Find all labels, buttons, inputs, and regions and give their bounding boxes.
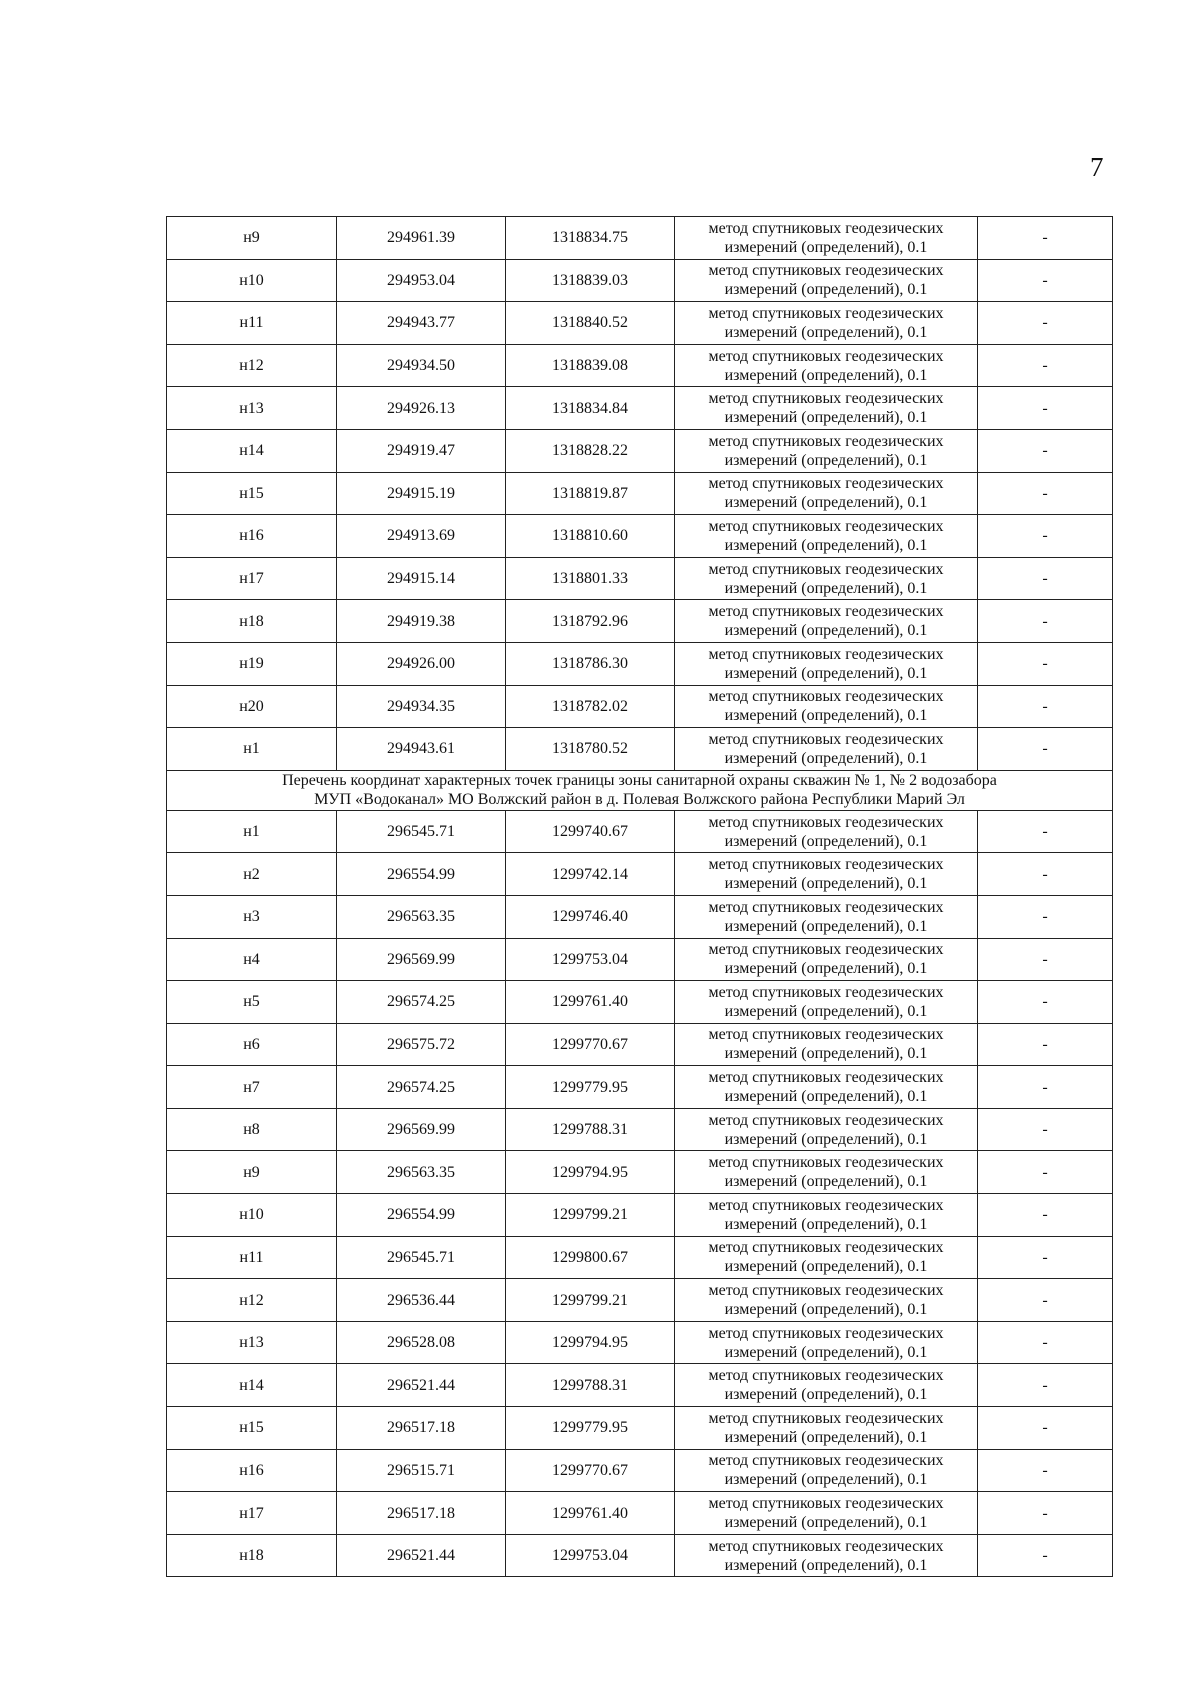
x-coordinate-cell: 296521.44 (337, 1364, 506, 1407)
table-row (167, 1449, 1113, 1492)
table-row (167, 217, 1113, 260)
method-cell (675, 1236, 978, 1279)
method-line1: метод спутниковых геодезических (708, 1154, 944, 1172)
note-cell: - (978, 217, 1113, 260)
point-name-cell: н13 (167, 1321, 337, 1364)
table-row (167, 1364, 1113, 1407)
point-name-cell: н16 (167, 515, 337, 558)
section-title-line2: МУП «Водоканал» МО Волжский район в д. Полевая Волжского района Республики Марий Эл (314, 791, 965, 809)
x-coordinate-cell: 296563.35 (337, 895, 506, 938)
method-line1: метод спутниковых геодезических (708, 1069, 944, 1087)
note-cell: - (978, 938, 1113, 981)
method-line2: измерений (определений), 0.1 (724, 1428, 928, 1446)
y-coordinate-cell: 1318801.33 (506, 557, 675, 600)
method-line1: метод спутниковых геодезических (708, 1495, 944, 1513)
method-cell (675, 429, 978, 472)
method-line2: измерений (определений), 0.1 (724, 1088, 928, 1106)
method-line2: измерений (определений), 0.1 (724, 1343, 928, 1361)
point-name-cell: н9 (167, 217, 337, 260)
y-coordinate-cell: 1299799.21 (506, 1194, 675, 1237)
y-coordinate-cell: 1299753.04 (506, 938, 675, 981)
y-coordinate-cell: 1318810.60 (506, 515, 675, 558)
method-line1: метод спутниковых геодезических (708, 941, 944, 959)
method-cell (675, 642, 978, 685)
table-row (167, 1236, 1113, 1279)
note-cell: - (978, 1023, 1113, 1066)
method-line1: метод спутниковых геодезических (708, 1111, 944, 1129)
y-coordinate-cell: 1299794.95 (506, 1151, 675, 1194)
method-line1: метод спутниковых геодезических (708, 898, 944, 916)
x-coordinate-cell: 296545.71 (337, 1236, 506, 1279)
point-name-cell: н3 (167, 895, 337, 938)
point-name-cell: н10 (167, 259, 337, 302)
point-name-cell: н17 (167, 557, 337, 600)
method-line2: измерений (определений), 0.1 (724, 664, 928, 682)
coordinates-table-body (167, 217, 1113, 1577)
x-coordinate-cell: 294926.13 (337, 387, 506, 430)
x-coordinate-cell: 294961.39 (337, 217, 506, 260)
note-cell: - (978, 895, 1113, 938)
y-coordinate-cell: 1299779.95 (506, 1066, 675, 1109)
method-line2: измерений (определений), 0.1 (724, 1386, 928, 1404)
method-line2: измерений (определений), 0.1 (724, 1514, 928, 1532)
point-name-cell: н9 (167, 1151, 337, 1194)
method-cell (675, 1194, 978, 1237)
table-row (167, 810, 1113, 853)
point-name-cell: н20 (167, 685, 337, 728)
x-coordinate-cell: 294919.38 (337, 600, 506, 643)
method-line2: измерений (определений), 0.1 (724, 875, 928, 893)
table-row (167, 642, 1113, 685)
note-cell: - (978, 685, 1113, 728)
point-name-cell: н12 (167, 1279, 337, 1322)
note-cell: - (978, 1279, 1113, 1322)
table-row (167, 1023, 1113, 1066)
note-cell: - (978, 1364, 1113, 1407)
note-cell: - (978, 1407, 1113, 1450)
y-coordinate-cell: 1299770.67 (506, 1023, 675, 1066)
table-row (167, 1492, 1113, 1535)
y-coordinate-cell: 1318786.30 (506, 642, 675, 685)
y-coordinate-cell: 1318782.02 (506, 685, 675, 728)
method-line2: измерений (определений), 0.1 (724, 1471, 928, 1489)
x-coordinate-cell: 296569.99 (337, 1108, 506, 1151)
x-coordinate-cell: 296574.25 (337, 1066, 506, 1109)
table-row (167, 1066, 1113, 1109)
x-coordinate-cell: 296528.08 (337, 1321, 506, 1364)
x-coordinate-cell: 294926.00 (337, 642, 506, 685)
method-line1: метод спутниковых геодезических (708, 688, 944, 706)
y-coordinate-cell: 1318780.52 (506, 728, 675, 771)
method-line2: измерений (определений), 0.1 (724, 366, 928, 384)
method-cell (675, 1407, 978, 1450)
y-coordinate-cell: 1299746.40 (506, 895, 675, 938)
method-line1: метод спутниковых геодезических (708, 856, 944, 874)
note-cell: - (978, 429, 1113, 472)
method-cell (675, 387, 978, 430)
method-line1: метод спутниковых геодезических (708, 517, 944, 535)
method-cell (675, 1066, 978, 1109)
table-row (167, 259, 1113, 302)
table-row (167, 1151, 1113, 1194)
x-coordinate-cell: 294934.50 (337, 344, 506, 387)
note-cell: - (978, 1151, 1113, 1194)
section-title (167, 770, 1113, 810)
note-cell: - (978, 344, 1113, 387)
method-line1: метод спутниковых геодезических (708, 1409, 944, 1427)
section-title-line1: Перечень координат характерных точек границы зоны санитарной охраны скважин № 1, № 2 водозабора (282, 772, 997, 790)
note-cell: - (978, 1534, 1113, 1577)
y-coordinate-cell: 1299794.95 (506, 1321, 675, 1364)
table-row (167, 1407, 1113, 1450)
method-cell (675, 1492, 978, 1535)
y-coordinate-cell: 1318792.96 (506, 600, 675, 643)
method-line2: измерений (определений), 0.1 (724, 238, 928, 256)
table-row (167, 685, 1113, 728)
method-cell (675, 853, 978, 896)
note-cell: - (978, 302, 1113, 345)
x-coordinate-cell: 296554.99 (337, 1194, 506, 1237)
y-coordinate-cell: 1299761.40 (506, 981, 675, 1024)
note-cell: - (978, 810, 1113, 853)
point-name-cell: н4 (167, 938, 337, 981)
table-row (167, 895, 1113, 938)
note-cell: - (978, 1321, 1113, 1364)
method-line1: метод спутниковых геодезических (708, 262, 944, 280)
table-row (167, 1279, 1113, 1322)
note-cell: - (978, 853, 1113, 896)
method-line1: метод спутниковых геодезических (708, 983, 944, 1001)
x-coordinate-cell: 296517.18 (337, 1407, 506, 1450)
y-coordinate-cell: 1318828.22 (506, 429, 675, 472)
note-cell: - (978, 600, 1113, 643)
note-cell: - (978, 387, 1113, 430)
table-row (167, 981, 1113, 1024)
method-line1: метод спутниковых геодезических (708, 645, 944, 663)
table-row (167, 600, 1113, 643)
method-line1: метод спутниковых геодезических (708, 1367, 944, 1385)
y-coordinate-cell: 1299740.67 (506, 810, 675, 853)
method-cell (675, 1321, 978, 1364)
method-line2: измерений (определений), 0.1 (724, 281, 928, 299)
x-coordinate-cell: 294915.14 (337, 557, 506, 600)
note-cell: - (978, 728, 1113, 771)
note-cell: - (978, 1492, 1113, 1535)
method-line2: измерений (определений), 0.1 (724, 1130, 928, 1148)
method-line1: метод спутниковых геодезических (708, 304, 944, 322)
x-coordinate-cell: 294953.04 (337, 259, 506, 302)
point-name-cell: н15 (167, 1407, 337, 1450)
point-name-cell: н14 (167, 429, 337, 472)
table-row (167, 1321, 1113, 1364)
note-cell: - (978, 515, 1113, 558)
method-line2: измерений (определений), 0.1 (724, 749, 928, 767)
method-line2: измерений (определений), 0.1 (724, 494, 928, 512)
y-coordinate-cell: 1318839.08 (506, 344, 675, 387)
method-line1: метод спутниковых геодезических (708, 1537, 944, 1555)
point-name-cell: н12 (167, 344, 337, 387)
y-coordinate-cell: 1318839.03 (506, 259, 675, 302)
point-name-cell: н7 (167, 1066, 337, 1109)
table-row (167, 472, 1113, 515)
method-line2: измерений (определений), 0.1 (724, 1301, 928, 1319)
note-cell: - (978, 1194, 1113, 1237)
method-cell (675, 981, 978, 1024)
method-line1: метод спутниковых геодезических (708, 1324, 944, 1342)
y-coordinate-cell: 1299788.31 (506, 1108, 675, 1151)
point-name-cell: н1 (167, 728, 337, 771)
point-name-cell: н13 (167, 387, 337, 430)
method-cell (675, 1364, 978, 1407)
method-line2: измерений (определений), 0.1 (724, 1258, 928, 1276)
method-line2: измерений (определений), 0.1 (724, 832, 928, 850)
x-coordinate-cell: 296517.18 (337, 1492, 506, 1535)
y-coordinate-cell: 1299761.40 (506, 1492, 675, 1535)
method-cell (675, 1108, 978, 1151)
y-coordinate-cell: 1318819.87 (506, 472, 675, 515)
method-cell (675, 344, 978, 387)
point-name-cell: н17 (167, 1492, 337, 1535)
method-cell (675, 728, 978, 771)
x-coordinate-cell: 296575.72 (337, 1023, 506, 1066)
method-line1: метод спутниковых геодезических (708, 730, 944, 748)
y-coordinate-cell: 1299800.67 (506, 1236, 675, 1279)
method-line1: метод спутниковых геодезических (708, 603, 944, 621)
method-line2: измерений (определений), 0.1 (724, 622, 928, 640)
x-coordinate-cell: 296521.44 (337, 1534, 506, 1577)
method-line2: измерений (определений), 0.1 (724, 579, 928, 597)
method-line2: измерений (определений), 0.1 (724, 707, 928, 725)
note-cell: - (978, 557, 1113, 600)
y-coordinate-cell: 1299779.95 (506, 1407, 675, 1450)
method-cell (675, 472, 978, 515)
x-coordinate-cell: 296574.25 (337, 981, 506, 1024)
point-name-cell: н6 (167, 1023, 337, 1066)
point-name-cell: н1 (167, 810, 337, 853)
method-line1: метод спутниковых геодезических (708, 1196, 944, 1214)
method-cell (675, 685, 978, 728)
x-coordinate-cell: 294934.35 (337, 685, 506, 728)
table-row (167, 387, 1113, 430)
x-coordinate-cell: 294943.77 (337, 302, 506, 345)
method-cell (675, 938, 978, 981)
note-cell: - (978, 1108, 1113, 1151)
method-cell (675, 600, 978, 643)
method-line2: измерений (определений), 0.1 (724, 323, 928, 341)
note-cell: - (978, 1236, 1113, 1279)
note-cell: - (978, 1449, 1113, 1492)
point-name-cell: н18 (167, 1534, 337, 1577)
method-line1: метод спутниковых геодезических (708, 1452, 944, 1470)
note-cell: - (978, 1066, 1113, 1109)
y-coordinate-cell: 1299799.21 (506, 1279, 675, 1322)
table-row (167, 938, 1113, 981)
method-cell (675, 1023, 978, 1066)
y-coordinate-cell: 1299770.67 (506, 1449, 675, 1492)
section-title-row (167, 770, 1113, 810)
x-coordinate-cell: 296554.99 (337, 853, 506, 896)
table-row (167, 429, 1113, 472)
x-coordinate-cell: 294915.19 (337, 472, 506, 515)
table-row (167, 344, 1113, 387)
method-line1: метод спутниковых геодезических (708, 560, 944, 578)
table-row (167, 853, 1113, 896)
method-cell (675, 1151, 978, 1194)
method-cell (675, 302, 978, 345)
x-coordinate-cell: 294913.69 (337, 515, 506, 558)
y-coordinate-cell: 1299788.31 (506, 1364, 675, 1407)
method-line2: измерений (определений), 0.1 (724, 1556, 928, 1574)
note-cell: - (978, 472, 1113, 515)
point-name-cell: н10 (167, 1194, 337, 1237)
method-line1: метод спутниковых геодезических (708, 432, 944, 450)
method-line1: метод спутниковых геодезических (708, 1026, 944, 1044)
method-line1: метод спутниковых геодезических (708, 347, 944, 365)
x-coordinate-cell: 296545.71 (337, 810, 506, 853)
y-coordinate-cell: 1318834.84 (506, 387, 675, 430)
note-cell: - (978, 259, 1113, 302)
table-row (167, 728, 1113, 771)
table-row (167, 515, 1113, 558)
x-coordinate-cell: 296563.35 (337, 1151, 506, 1194)
method-cell (675, 259, 978, 302)
method-cell (675, 1534, 978, 1577)
point-name-cell: н18 (167, 600, 337, 643)
point-name-cell: н15 (167, 472, 337, 515)
method-cell (675, 557, 978, 600)
method-line2: измерений (определений), 0.1 (724, 960, 928, 978)
point-name-cell: н8 (167, 1108, 337, 1151)
x-coordinate-cell: 294943.61 (337, 728, 506, 771)
x-coordinate-cell: 296569.99 (337, 938, 506, 981)
method-line1: метод спутниковых геодезических (708, 1239, 944, 1257)
method-line2: измерений (определений), 0.1 (724, 1045, 928, 1063)
point-name-cell: н11 (167, 302, 337, 345)
method-line2: измерений (определений), 0.1 (724, 451, 928, 469)
y-coordinate-cell: 1318834.75 (506, 217, 675, 260)
table-row (167, 1194, 1113, 1237)
table-row (167, 302, 1113, 345)
point-name-cell: н11 (167, 1236, 337, 1279)
x-coordinate-cell: 296536.44 (337, 1279, 506, 1322)
method-line1: метод спутниковых геодезических (708, 390, 944, 408)
point-name-cell: н19 (167, 642, 337, 685)
method-line1: метод спутниковых геодезических (708, 475, 944, 493)
point-name-cell: н14 (167, 1364, 337, 1407)
method-line1: метод спутниковых геодезических (708, 219, 944, 237)
point-name-cell: н16 (167, 1449, 337, 1492)
method-line2: измерений (определений), 0.1 (724, 1215, 928, 1233)
table-row (167, 557, 1113, 600)
method-line2: измерений (определений), 0.1 (724, 536, 928, 554)
page-number: 7 (1090, 152, 1104, 182)
method-line1: метод спутниковых геодезических (708, 1282, 944, 1300)
y-coordinate-cell: 1318840.52 (506, 302, 675, 345)
note-cell: - (978, 981, 1113, 1024)
method-cell (675, 515, 978, 558)
method-cell (675, 895, 978, 938)
table-row (167, 1108, 1113, 1151)
method-cell (675, 1279, 978, 1322)
method-cell (675, 217, 978, 260)
method-line1: метод спутниковых геодезических (708, 813, 944, 831)
method-line2: измерений (определений), 0.1 (724, 917, 928, 935)
point-name-cell: н2 (167, 853, 337, 896)
note-cell: - (978, 642, 1113, 685)
table-row (167, 1534, 1113, 1577)
point-name-cell: н5 (167, 981, 337, 1024)
method-line2: измерений (определений), 0.1 (724, 1173, 928, 1191)
method-cell (675, 810, 978, 853)
method-cell (675, 1449, 978, 1492)
x-coordinate-cell: 294919.47 (337, 429, 506, 472)
method-line2: измерений (определений), 0.1 (724, 1002, 928, 1020)
coordinates-table (166, 216, 1113, 1577)
y-coordinate-cell: 1299742.14 (506, 853, 675, 896)
method-line2: измерений (определений), 0.1 (724, 409, 928, 427)
y-coordinate-cell: 1299753.04 (506, 1534, 675, 1577)
x-coordinate-cell: 296515.71 (337, 1449, 506, 1492)
